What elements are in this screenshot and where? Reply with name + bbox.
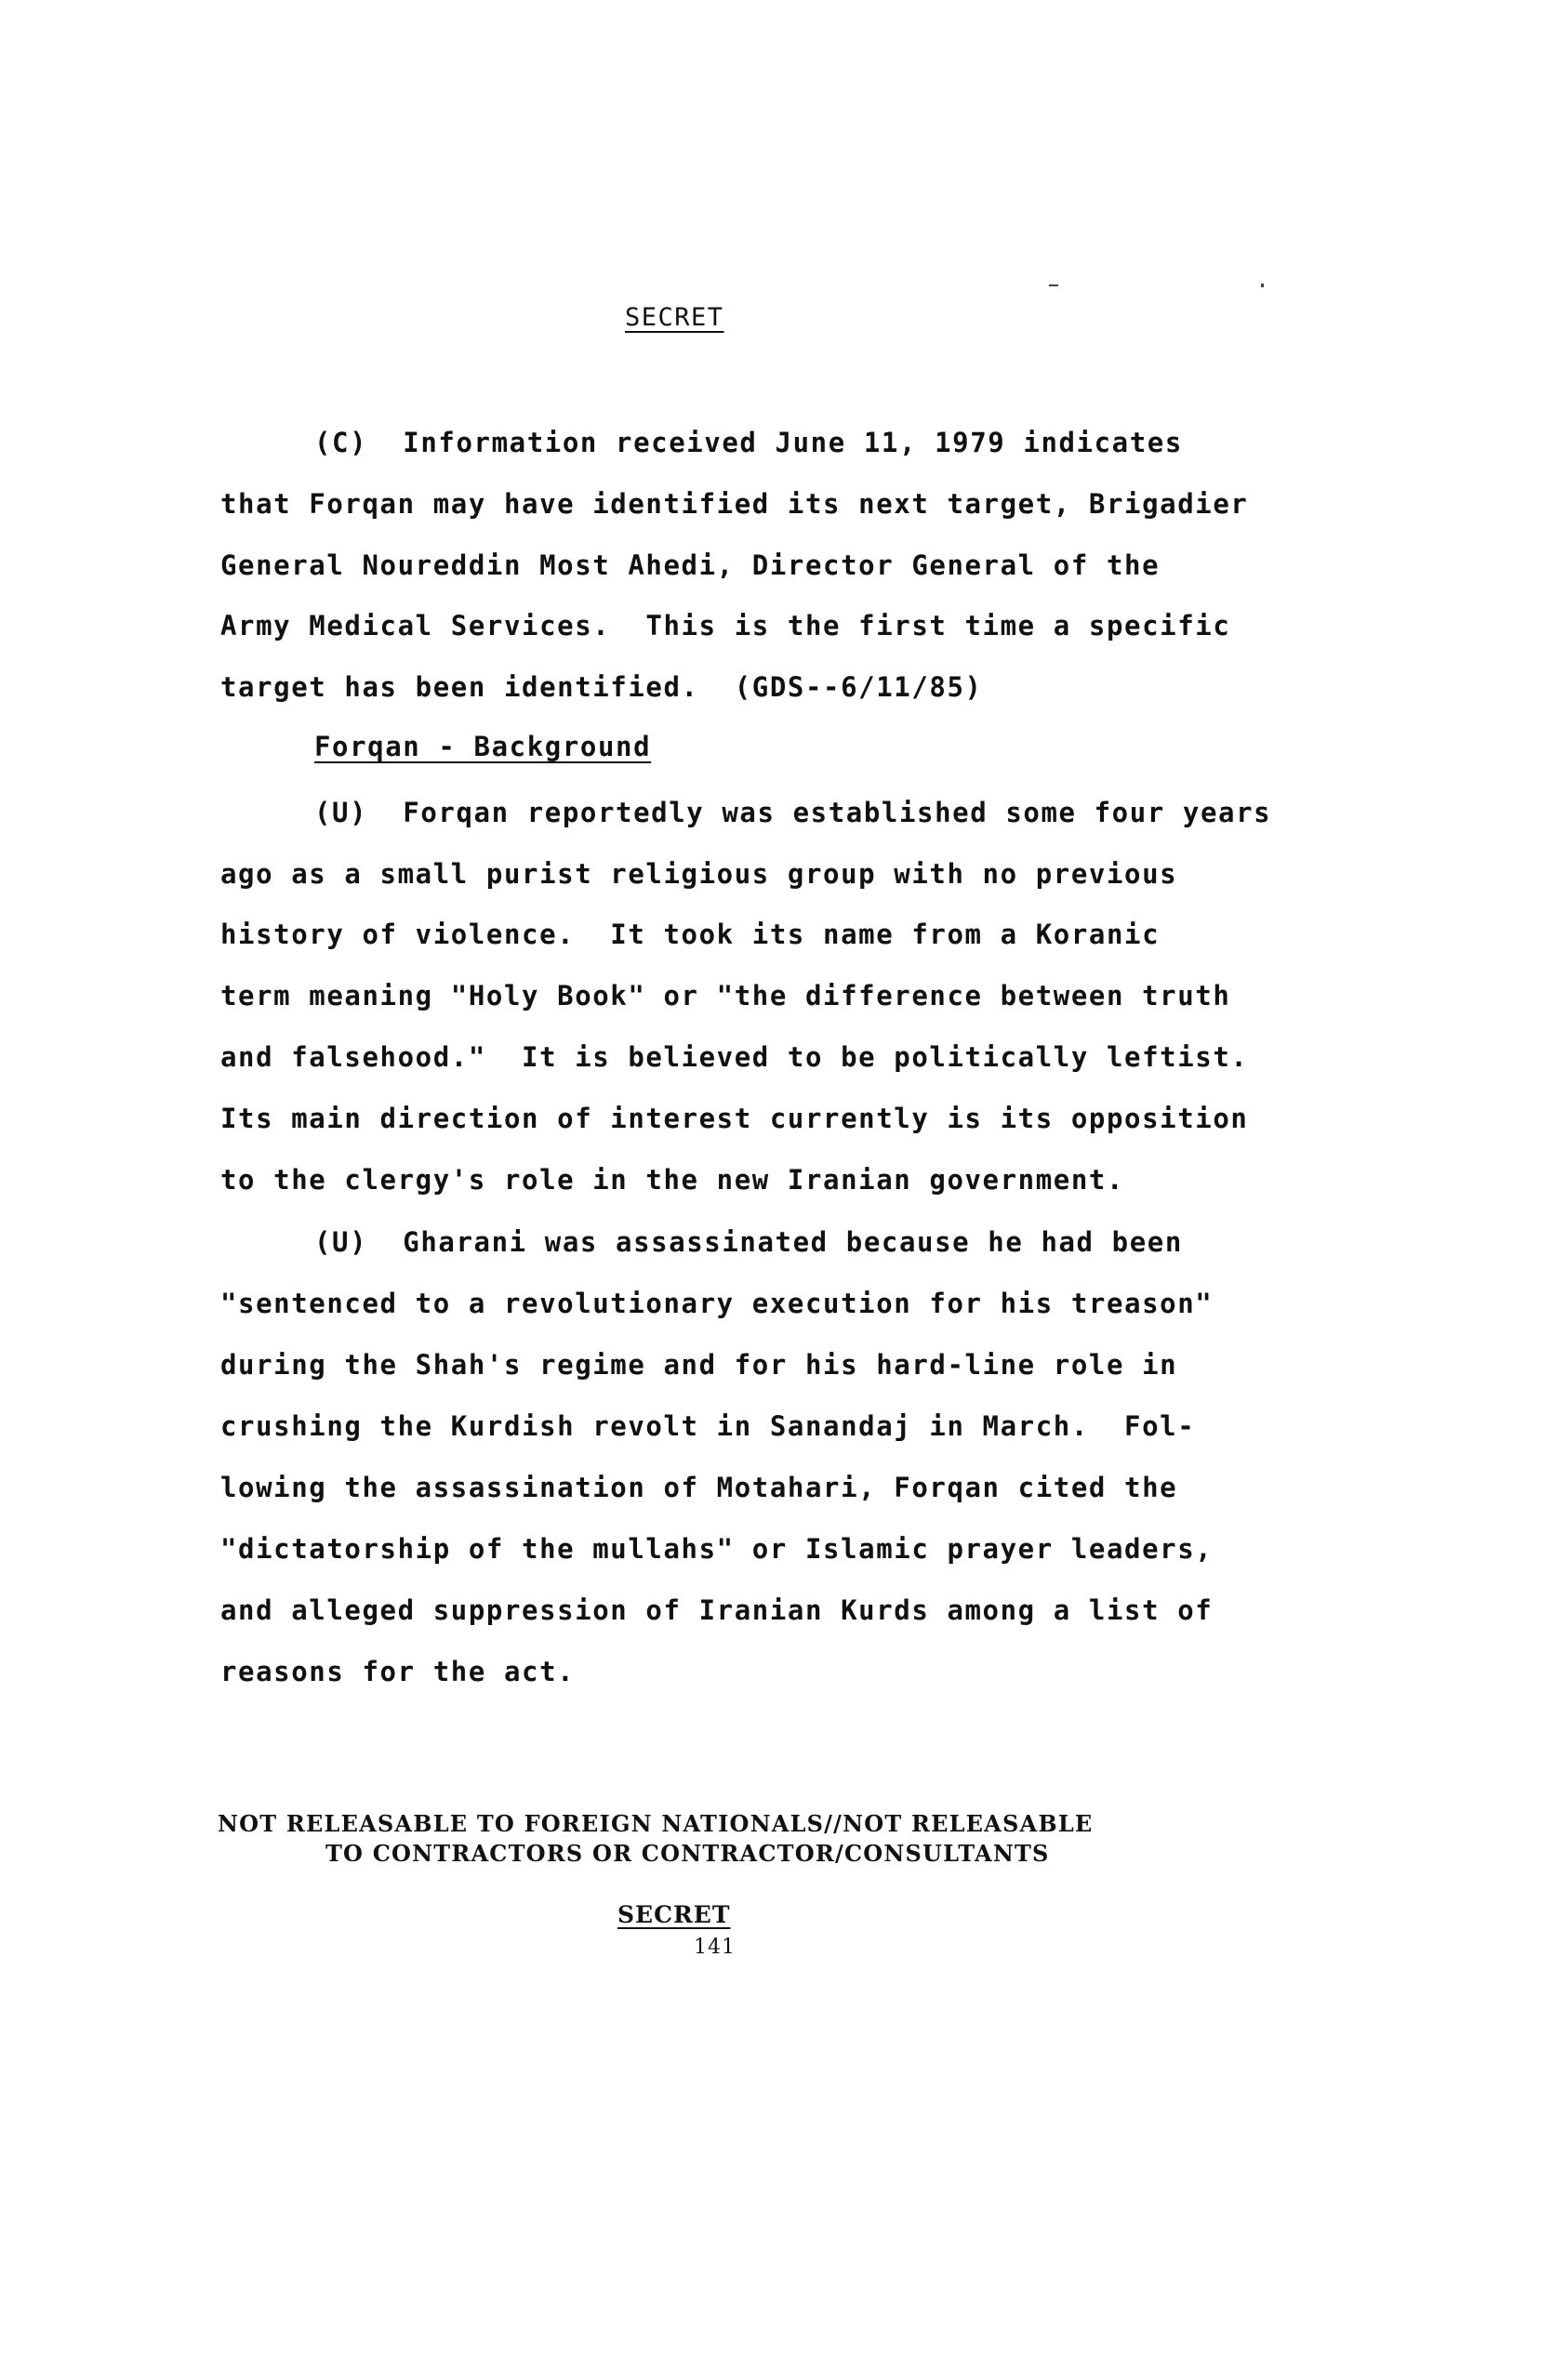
paragraph-3-line-7: and alleged suppression of Iranian Kurds among a list of bbox=[220, 1594, 1214, 1626]
paragraph-2-line-2: ago as a small purist religious group with no previous bbox=[220, 858, 1178, 890]
paragraph-3-line-6: "dictatorship of the mullahs" or Islamic prayer leaders, bbox=[220, 1533, 1214, 1565]
paragraph-1-line-1: (C) Information received June 11, 1979 indicates bbox=[314, 427, 1183, 458]
paragraph-3-line-8: reasons for the act. bbox=[220, 1656, 576, 1687]
paragraph-2-line-5: and falsehood." It is believed to be politically leftist. bbox=[220, 1041, 1249, 1073]
release-caveat-line-1: NOT RELEASABLE TO FOREIGN NATIONALS//NOT RELEASABLE bbox=[218, 1810, 1094, 1837]
paragraph-2-line-6: Its main direction of interest currently is its opposition bbox=[220, 1103, 1249, 1134]
paragraph-3-line-5: lowing the assassination of Motahari, Forqan cited the bbox=[220, 1472, 1178, 1503]
paragraph-1-line-4: Army Medical Services. This is the first time a specific bbox=[220, 610, 1231, 641]
section-subheading: Forqan - Background bbox=[314, 731, 652, 762]
paragraph-1-line-3: General Noureddin Most Ahedi, Director General of the bbox=[220, 549, 1161, 581]
classification-header: SECRET bbox=[625, 303, 724, 332]
paragraph-3-line-3: during the Shah's regime and for his hard-line role in bbox=[220, 1349, 1178, 1381]
page-number: 141 bbox=[694, 1936, 736, 1959]
release-caveat-line-2: TO CONTRACTORS OR CONTRACTOR/CONSULTANTS bbox=[325, 1840, 1050, 1867]
paragraph-3-line-1: (U) Gharani was assassinated because he had been bbox=[314, 1226, 1183, 1258]
scan-speck bbox=[1261, 284, 1264, 287]
classification-footer: SECRET bbox=[617, 1901, 731, 1928]
paragraph-1-line-5: target has been identified. (GDS--6/11/85) bbox=[220, 671, 983, 703]
paragraph-3-line-2: "sentenced to a revolutionary execution for his treason" bbox=[220, 1288, 1214, 1319]
paragraph-2-line-4: term meaning "Holy Book" or "the difference between truth bbox=[220, 980, 1231, 1012]
paragraph-1-line-2: that Forqan may have identified its next target, Brigadier bbox=[220, 488, 1249, 520]
paragraph-3-line-4: crushing the Kurdish revolt in Sanandaj in March. Fol- bbox=[220, 1410, 1196, 1442]
paragraph-2-line-3: history of violence. It took its name from a Koranic bbox=[220, 919, 1161, 950]
paragraph-2-line-7: to the clergy's role in the new Iranian government. bbox=[220, 1164, 1125, 1196]
paragraph-2-line-1: (U) Forqan reportedly was established some four years bbox=[314, 797, 1272, 828]
scan-speck bbox=[1049, 284, 1058, 286]
